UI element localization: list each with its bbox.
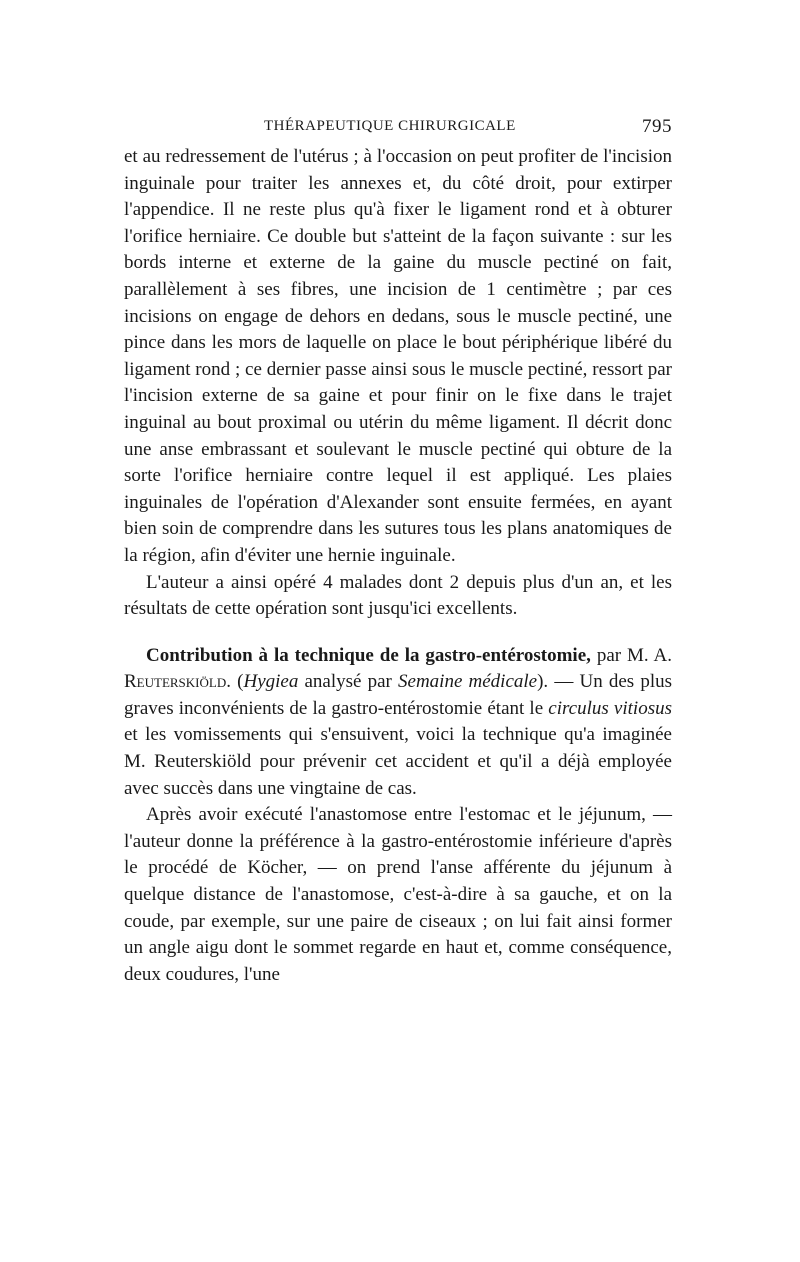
page-number: 795 [642,116,672,137]
section-gap [124,623,672,643]
continued-paragraph: et au redressement de l'utérus ; à l'occasion on peut profiter de l'incision inguinale pour traiter les annexes et, du côté droit, pour extirper l'appendice. Il ne reste plus qu'à fixer le ligament rond et à obturer l'orifice herniaire. Ce double but s'atteint de la façon suivante : sur les bords interne et externe de la gaine du muscle pectiné on fait, parallèlement à ses fibres, une incision de 1 centimètre ; par ces incisions on engage de dehors en dedans, sous le muscle pectiné, une pince dans les mors de laquelle on place le bout périphérique libéré du ligament rond ; ce dernier passe ainsi sous le muscle pectiné, ressort par l'incision externe de sa gaine et pour finir on le fixe dans le trajet inguinal au bout proximal ou utérin du même ligament. Il décrit donc une anse embrassant et soulevant le muscle pectiné qui obture de la sorte l'orifice herniaire contre lequel il est appliqué. Les plaies inguinales de l'opération d'Alexander sont ensuite fermées, en ayant bien soin de comprendre dans les sutures tous les plans anatomiques de la région, afin d'éviter une hernie inguinale. [124,146,672,566]
source-mid: analysé par [298,671,399,693]
technique-paragraph: Après avoir exécuté l'anastomose entre l'estomac et le jéjunum, — l'auteur donne la préférence à la gastro-entérostomie inférieure d'après le procédé de Köcher, — on prend l'anse afférente du jéjunum à quelque distance de l'anastomose, c'est-à-dire à sa gauche, et on la coude, par exemple, sur une paire de ciseaux ; on lui fait ainsi former un angle aigu dont le sommet regarde en haut et, comme conséquence, deux coudures, l'une [124,804,672,985]
book-page [124,118,672,988]
source-secondary: Semaine médicale [398,671,538,693]
source-open: ( [237,671,244,693]
results-paragraph: L'auteur a ainsi opéré 4 malades dont 2 depuis plus d'un an, et les résultats de cette opération sont jusqu'ici excellents. [124,571,672,620]
source-close: ). — [537,671,574,693]
article-byline: par M. A. [596,644,672,666]
article-intro-paragraph [124,643,672,803]
intro-text-2: et les vomissements qui s'ensuivent, voici la technique qu'a imaginée M. Reuterskiöld pour prévenir cet accident et qu'il a déjà employée avec succès dans une vingtaine de cas. [124,724,672,799]
running-head-title: THÉRAPEUTIQUE CHIRURGICALE [264,118,516,134]
article-title: Contribution à la technique de la gastro-entérostomie, [146,644,591,666]
source-journal: Hygiea [243,671,299,693]
intro-text-1: Un des plus graves inconvénients de la gastro-entérostomie étant le [124,671,673,719]
running-head [124,118,672,144]
intro-term: circulus vitiosus [548,697,672,719]
article-author: Reuterskiöld. [124,671,231,693]
